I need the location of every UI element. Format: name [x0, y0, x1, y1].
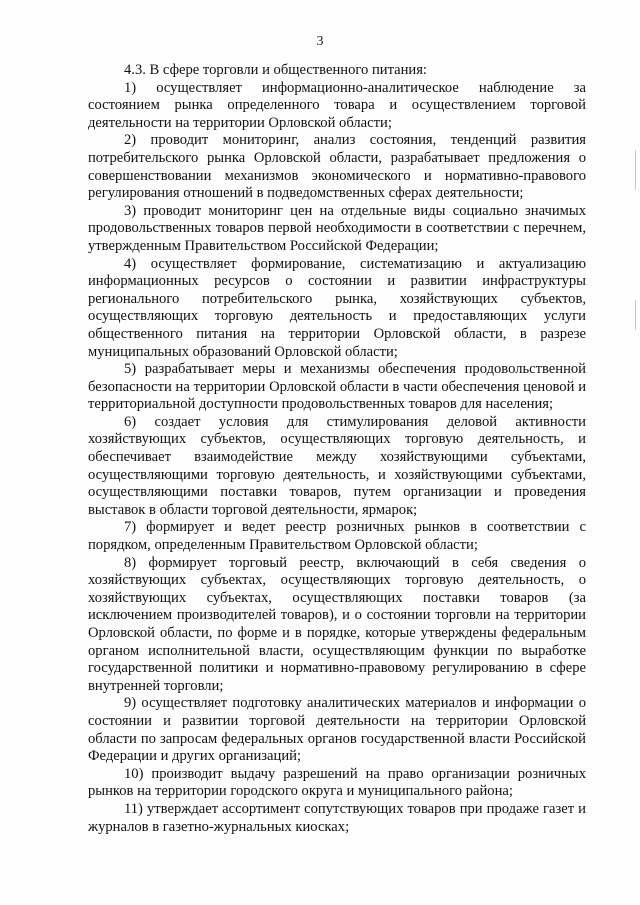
paragraph-item-10: 10) производит выдачу разрешений на право организации розничных рынков на территории городского округа и муниципального района;	[88, 765, 586, 800]
paragraph-item-7: 7) формирует и ведет реестр розничных рынков в соответствии с порядком, определенным Правительством Орловской области;	[88, 519, 586, 554]
paragraph-item-5: 5) разрабатывает меры и механизмы обеспечения продовольственной безопасности на территории Орловской области в части обеспечения ценовой и территориальной доступности продовольственных товаров для населения;	[88, 361, 586, 413]
paragraph-item-3: 3) проводит мониторинг цен на отдельные виды социально значимых продовольственных товаров первой необходимости в соответствии с перечнем, утвержденным Правительством Российской Федерации;	[88, 202, 586, 254]
paragraph-item-1: 1) осуществляет информационно-аналитическое наблюдение за состоянием рынка определенного товара и осуществлением торговой деятельности на территории Орловской области;	[88, 79, 586, 131]
paragraph-item-11: 11) утверждает ассортимент сопутствующих товаров при продаже газет и журналов в газетно-журнальных киосках;	[88, 800, 586, 835]
paragraph-item-2: 2) проводит мониторинг, анализ состояния, тенденций развития потребительского рынка Орловской области, разрабатывает предложения о совершенствовании механизмов экономического и нормативно-правового регулирования отношений в подведомственных сферах деятельности;	[88, 132, 586, 202]
section-heading: 4.3. В сфере торговли и общественного питания:	[124, 62, 427, 78]
document-body	[88, 62, 586, 836]
paragraph-item-4: 4) осуществляет формирование, систематизацию и актуализацию информационных ресурсов о состоянии и развитии инфраструктуры регионального потребительского рынка, хозяйствующих субъектов, осуществляющих торговую деятельность и предоставляющих услуги общественного питания на территории Орловской области, в разрезе муниципальных образований Орловской области;	[88, 255, 586, 360]
paragraph-item-9: 9) осуществляет подготовку аналитических материалов и информации о состоянии и развитии торговой деятельности на территории Орловской области по запросам федеральных органов государственной власти Российской Федерации и других организаций;	[88, 695, 586, 765]
paragraph-item-8: 8) формирует торговый реестр, включающий в себя сведения о хозяйствующих субъектах, осуществляющих торговую деятельность, о хозяйствующих субъектах, осуществляющих поставки товаров (за исключением производителей товаров), и о состоянии торговли на территории Орловской области, по форме и в порядке, которые утверждены федеральным органом исполнительной власти, осуществляющим функции по выработке государственной политики и нормативно-правовому регулированию в сфере внутренней торговли;	[88, 554, 586, 694]
scan-edge-mark	[635, 300, 636, 330]
paragraph-item-6: 6) создает условия для стимулирования деловой активности хозяйствующих субъектов, осуществляющих торговую деятельность, и обеспечивает взаимодействие между хозяйствующими субъектами, осуществляющими торговую деятельность, и хозяйствующими субъектами, осуществляющими поставки товаров, путем организации и проведения выставок в области торговой деятельности, ярмарок;	[88, 413, 586, 518]
page-number: 3	[316, 34, 324, 49]
scan-edge-mark	[635, 150, 636, 190]
